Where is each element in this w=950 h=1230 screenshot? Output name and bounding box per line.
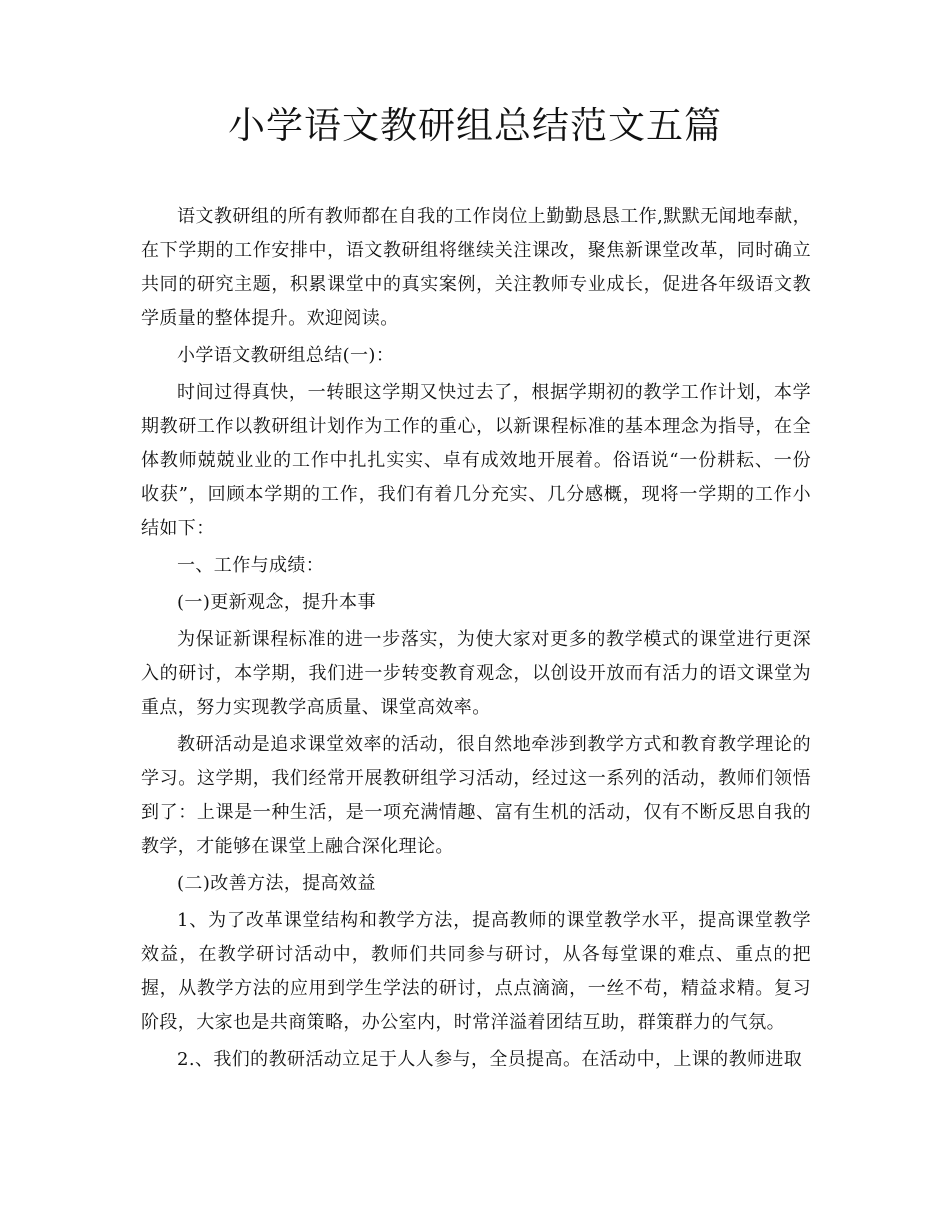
body-paragraph: 1、为了改革课堂结构和教学方法，提高教师的课堂教学水平，提高课堂教学效益，在教学研讨活动中，教师们共同参与研讨，从各每堂课的难点、重点的把握，从教学方法的应用到学生学法的研讨，点点滴滴，一丝不苟，精益求精。复习阶段，大家也是共商策略，办公室内，时常洋溢着团结互助，群策群力的气氛。 (141, 910, 811, 1033)
intro-paragraph: 语文教研组的所有教师都在自我的工作岗位上勤勤恳恳工作,默默无闻地奉献，在下学期的工作安排中，语文教研组将继续关注课改，聚焦新课堂改革，同时确立共同的研究主题，积累课堂中的真实案例，关注教师专业成长，促进各年级语文教学质量的整体提升。欢迎阅读。 (141, 206, 811, 329)
body-paragraph: 教研活动是追求课堂效率的活动，很自然地牵涉到教学方式和教育教学理论的学习。这学期，我们经常开展教研组学习活动，经过这一系列的活动，教师们领悟到了：上课是一种生活，是一项充满情趣、富有生机的活动，仅有不断反思自我的教学，才能够在课堂上融合深化理论。 (141, 734, 811, 857)
section-heading-summary-1: 小学语文教研组总结(一)： (177, 345, 395, 366)
body-paragraph: 时间过得真快，一转眼这学期又快过去了，根据学期初的教学工作计划，本学期教研工作以教研组计划作为工作的重心，以新课程标准的基本理念为指导，在全体教师兢兢业业的工作中扎扎实实、卓有成效地开展着。俗语说“一份耕耘、一份收获”，回顾本学期的工作，我们有着几分充实、几分感概，现将一学期的工作小结如下： (141, 382, 811, 539)
subsection-heading-1: (一)更新观念，提升本事 (177, 592, 376, 613)
subsection-heading-2: (二)改善方法，提高效益 (177, 873, 376, 894)
section-heading-work-results: 一、工作与成绩： (177, 555, 325, 576)
document-body (141, 200, 811, 1080)
document-title: 小学语文教研组总结范文五篇 (228, 104, 722, 147)
body-paragraph: 为保证新课程标准的进一步落实，为使大家对更多的教学模式的课堂进行更深入的研讨，本学期，我们进一步转变教育观念，以创设开放而有活力的语文课堂为重点，努力实现教学高质量、课堂高效率。 (141, 629, 811, 718)
body-paragraph: 2.、我们的教研活动立足于人人参与，全员提高。在活动中，上课的教师进取 (177, 1049, 803, 1070)
